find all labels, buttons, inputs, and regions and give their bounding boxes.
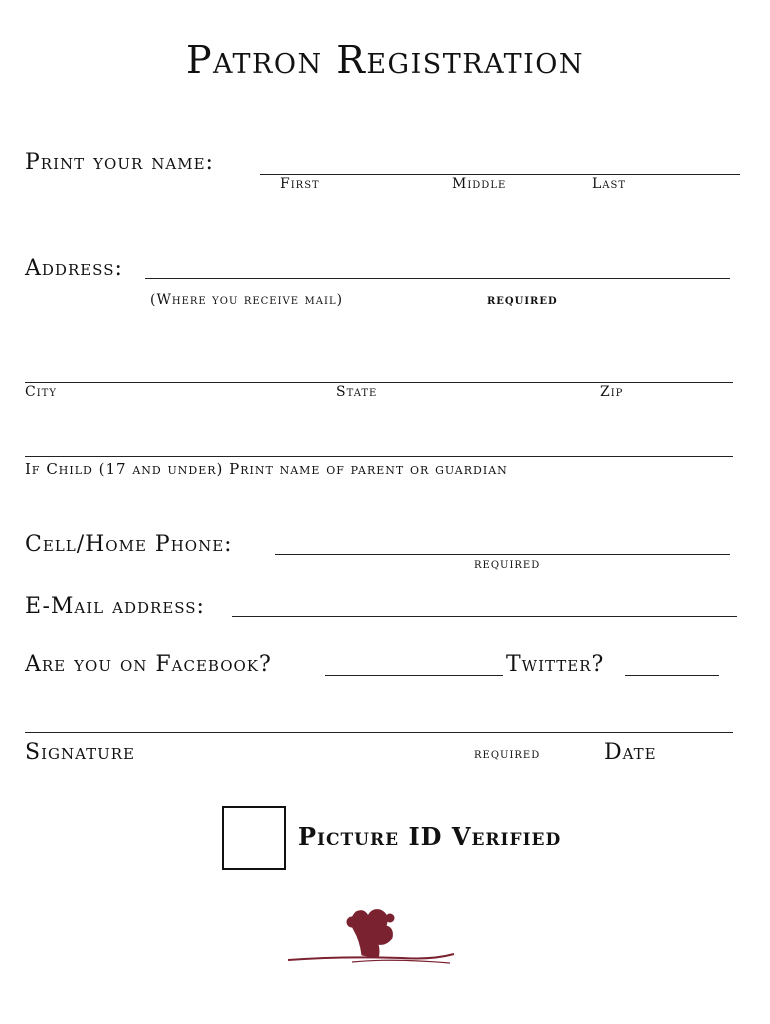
city-state-zip-input-line[interactable] [25, 382, 733, 383]
signature-input-line[interactable] [25, 732, 733, 733]
phone-required-note: required [474, 556, 541, 572]
middle-name-caption: Middle [452, 176, 507, 192]
guardian-caption: If Child (17 and under) Print name of parent or guardian [25, 460, 508, 478]
page-title: Patron Registration [185, 38, 585, 82]
address-required-note: required [487, 292, 558, 308]
twitter-label: Twitter? [506, 652, 605, 677]
zip-caption: Zip [600, 384, 624, 400]
facebook-label: Are you on Facebook? [25, 652, 272, 677]
twitter-input-line[interactable] [625, 675, 719, 676]
id-verified-label: Picture ID Verified [298, 822, 562, 851]
first-name-caption: First [280, 176, 320, 192]
date-label: Date [604, 740, 657, 765]
phone-label: Cell/Home Phone: [25, 532, 233, 557]
address-hint: (Where you receive mail) [150, 292, 344, 308]
name-label: Print your name: [25, 150, 214, 175]
facebook-input-line[interactable] [325, 675, 503, 676]
email-input-line[interactable] [232, 616, 737, 617]
guardian-input-line[interactable] [25, 456, 733, 457]
address-input-line[interactable] [145, 278, 730, 279]
city-caption: City [25, 384, 57, 400]
address-label: Address: [25, 256, 123, 281]
id-verified-checkbox[interactable] [222, 806, 286, 870]
state-caption: State [336, 384, 378, 400]
name-input-line[interactable] [260, 174, 740, 175]
email-label: E-Mail address: [25, 594, 205, 619]
organization-logo [282, 900, 462, 975]
signature-required-note: required [474, 746, 541, 762]
last-name-caption: Last [592, 176, 627, 192]
signature-label: Signature [25, 740, 136, 765]
phone-input-line[interactable] [275, 554, 730, 555]
